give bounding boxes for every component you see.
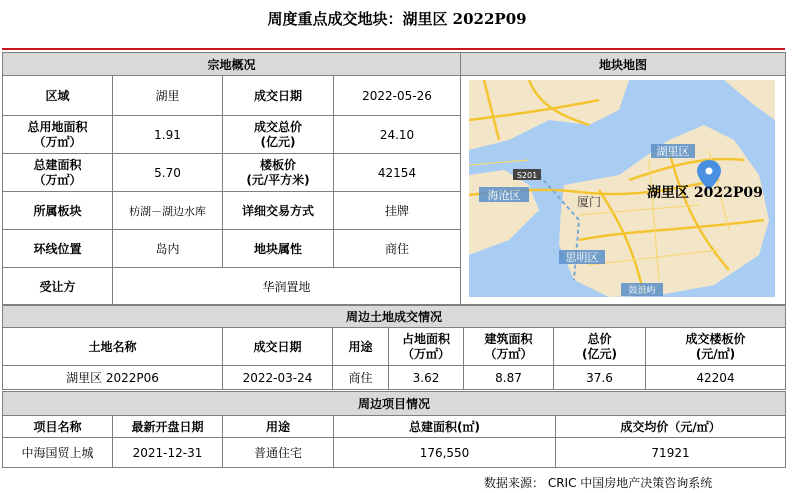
col-floor-price: 成交楼板价 (元/㎡) <box>646 328 786 366</box>
col-total-building-area: 总建面积(㎡) <box>334 416 556 438</box>
col-site-area: 占地面积 （万㎡） <box>389 328 464 366</box>
label-floor-price: 楼板价 (元/平方米) <box>223 154 334 192</box>
col-usage: 用途 <box>333 328 389 366</box>
label-district: 区域 <box>3 76 113 116</box>
page-title: 周度重点成交地块：湖里区 2022P09 <box>267 10 527 28</box>
col-land-name: 土地名称 <box>3 328 223 366</box>
value-building-area: 5.70 <box>113 154 223 192</box>
cell-land-name: 湖里区 2022P06 <box>3 366 223 390</box>
nearby-land-table <box>2 305 786 390</box>
overview-header: 宗地概况 <box>3 53 461 76</box>
col-building-area: 建筑面积 （万㎡） <box>464 328 554 366</box>
col-avg-price: 成交均价（元/㎡） <box>556 416 786 438</box>
value-land-area: 1.91 <box>113 116 223 154</box>
cell-floor-price: 42204 <box>646 366 786 390</box>
cell-total-price: 37.6 <box>554 366 646 390</box>
value-sector: 枋湖－湖边水库 <box>113 192 223 230</box>
map-label-haicang: 海沧区 <box>487 189 521 202</box>
label-land-area: 总用地面积 （万㎡） <box>3 116 113 154</box>
nearby-land-header: 周边土地成交情况 <box>3 306 786 328</box>
label-ring-position: 环线位置 <box>3 230 113 268</box>
label-deal-date: 成交日期 <box>223 76 334 116</box>
map-label-s201: S201 <box>516 171 538 180</box>
value-land-property: 商住 <box>334 230 461 268</box>
value-floor-price: 42154 <box>334 154 461 192</box>
title-divider <box>2 48 785 50</box>
cell-latest-opening: 2021-12-31 <box>113 438 223 468</box>
map-label-gulangyu: 鼓浪屿 <box>628 286 656 296</box>
col-project-usage: 用途 <box>223 416 334 438</box>
col-latest-opening: 最新开盘日期 <box>113 416 223 438</box>
value-trade-method: 挂牌 <box>334 192 461 230</box>
table-row <box>3 366 786 390</box>
cell-site-area: 3.62 <box>389 366 464 390</box>
label-land-property: 地块属性 <box>223 230 334 268</box>
label-sector: 所属板块 <box>3 192 113 230</box>
map-marker-label: 湖里区 2022P09 <box>647 185 763 201</box>
plot-map <box>469 80 775 297</box>
value-deal-date: 2022-05-26 <box>334 76 461 116</box>
table-row <box>3 438 786 468</box>
label-transferee: 受让方 <box>3 268 113 305</box>
col-project-name: 项目名称 <box>3 416 113 438</box>
col-deal-date: 成交日期 <box>223 328 333 366</box>
cell-avg-price: 71921 <box>556 438 786 468</box>
cell-building-area: 8.87 <box>464 366 554 390</box>
cell-deal-date: 2022-03-24 <box>223 366 333 390</box>
map-label-xiamen: 厦门 <box>577 195 602 209</box>
label-total-price: 成交总价 (亿元) <box>223 116 334 154</box>
data-source-note: 数据来源： CRIC 中国房地产决策咨询系统 <box>484 476 713 490</box>
label-trade-method: 详细交易方式 <box>223 192 334 230</box>
cell-total-building-area: 176,550 <box>334 438 556 468</box>
value-district: 湖里 <box>113 76 223 116</box>
col-total-price: 总价 (亿元) <box>554 328 646 366</box>
value-total-price: 24.10 <box>334 116 461 154</box>
cell-project-name: 中海国贸上城 <box>3 438 113 468</box>
nearby-projects-table <box>2 391 786 468</box>
value-ring-position: 岛内 <box>113 230 223 268</box>
nearby-projects-header: 周边项目情况 <box>3 392 786 416</box>
map-header: 地块地图 <box>461 53 786 76</box>
map-label-huli: 湖里区 <box>656 145 690 158</box>
map-label-siming: 思明区 <box>565 251 599 264</box>
value-transferee: 华润置地 <box>113 268 461 305</box>
cell-usage: 商住 <box>333 366 389 390</box>
cell-project-usage: 普通住宅 <box>223 438 334 468</box>
label-building-area: 总建面积 （万㎡） <box>3 154 113 192</box>
